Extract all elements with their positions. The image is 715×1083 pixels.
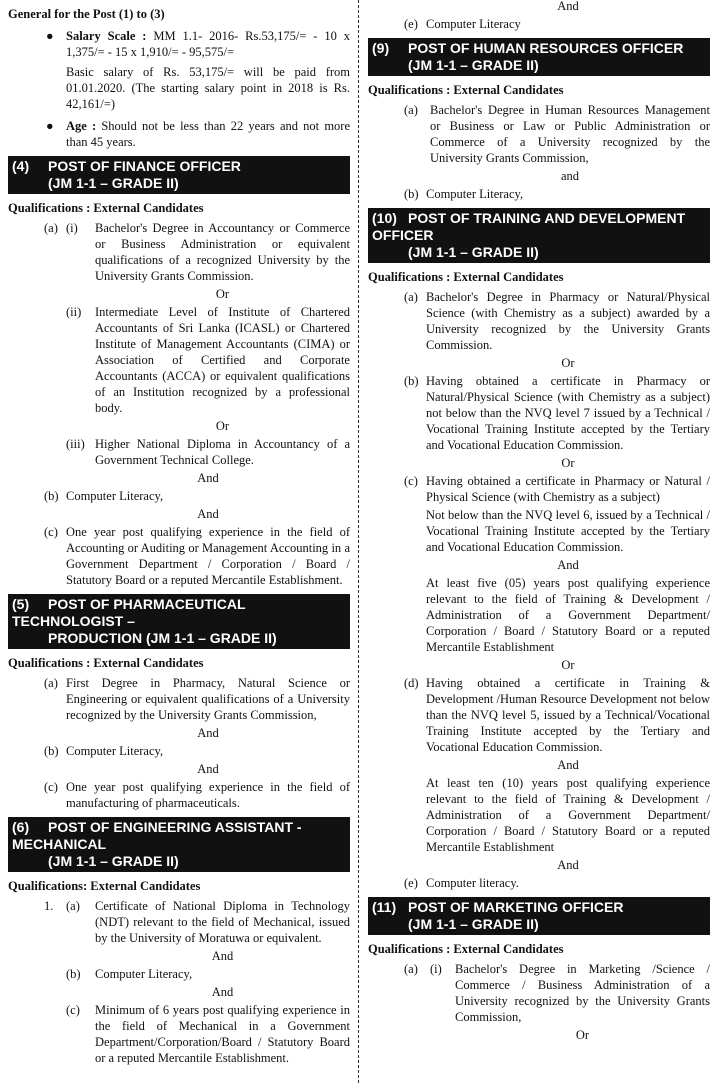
s10-item-c-experience: At least five (05) years post qualifying experience relevant to the field of Training & Development / Administration of a Government Department/ Corporation / Board / Statutory Board or a reputed Mercantile Establishment — [426, 576, 710, 654]
salary-scale: ● Salary Scale : MM 1.1- 2016- Rs.53,175/= - 10 x 1,375/= - 15 x 1,910/= - 95,575/= — [46, 29, 350, 59]
s9-item-b: (b) Computer Literacy, — [404, 187, 524, 201]
or-separator: Or — [215, 419, 230, 433]
or-separator: Or — [215, 287, 230, 301]
salary-note: Basic salary of Rs. 53,175/= will be paid from 01.01.2020. (The starting salary point in 2018 is Rs. 42,161/=) — [66, 65, 350, 111]
s6-item-a: 1. (a) Certificate of National Diploma in Technology (NDT) relevant to the field of Mechanical, issued by the University of Moratuwa or equivalent. — [44, 899, 350, 945]
and-separator: and — [560, 169, 580, 183]
and-separator: And — [197, 762, 219, 776]
general-title: General for the Post (1) to (3) — [8, 7, 165, 21]
s10-qualifications: Qualifications : External Candidates — [368, 270, 564, 284]
s11-qualifications: Qualifications : External Candidates — [368, 942, 564, 956]
s4-item-c: (c) One year post qualifying experience in the field of Accounting or Auditing or Management Accounting in a Government Department / Corporation / Board / Statutory Board or a reputed Mercantile Establishment. — [44, 525, 350, 587]
and-separator: And — [211, 985, 234, 999]
section-9-header: (9) POST OF HUMAN RESOURCES OFFICER (JM 1-1 – GRADE II) — [368, 38, 710, 76]
s11-item-a-i: (a) (i) Bachelor's Degree in Marketing /Science / Commerce / Business Administration of a University recognized by the University Grants Commission, — [404, 962, 710, 1024]
and-separator: And — [557, 0, 579, 13]
left-column — [8, 0, 350, 1068]
s10-item-d-experience: At least ten (10) years post qualifying experience relevant to the field of Training & Development / Administration of a Government Department/ Corporation / Board / Statutory Board or a reputed Mercantile Establishment — [426, 776, 710, 854]
s5-item-a: (a) First Degree in Pharmacy, Natural Science or Engineering or equivalent qualifications of a University recognized by the University Grants Commission, — [44, 676, 350, 722]
section-10-header: (10) POST OF TRAINING AND DEVELOPMENT OFFICER (JM 1-1 – GRADE II) — [368, 208, 710, 263]
and-separator: And — [557, 558, 579, 572]
bullet-icon: ● — [46, 29, 54, 43]
s10-item-d: (d) Having obtained a certificate in Training & Development /Human Resource Development not below than the NVQ level 5, issued by a Technical/Vocational Training Institute accepted by the Tertiary and Vocational Education Commission. — [404, 676, 710, 754]
prev-item-e: (e) Computer Literacy — [404, 17, 521, 31]
section-11-header: (11) POST OF MARKETING OFFICER (JM 1-1 – GRADE II) — [368, 897, 710, 935]
s5-qualifications: Qualifications : External Candidates — [8, 656, 204, 670]
and-separator: And — [197, 507, 219, 521]
bullet-icon: ● — [46, 119, 54, 133]
column-divider — [358, 0, 359, 1083]
s6-item-c: (c) Minimum of 6 years post qualifying experience in the field of Mechanical in a Government Department/Corporation/Board / Statutory Board or a reputed Mercantile Establishment. — [66, 1003, 350, 1065]
s4-item-a-i: (a) (i) Bachelor's Degree in Accountancy or Commerce or Business Administration or equivalent qualifications of a recognized University by the University Grants Commission. — [44, 221, 350, 283]
s9-qualifications: Qualifications : External Candidates — [368, 83, 564, 97]
s4-item-b: (b) Computer Literacy, — [44, 489, 164, 503]
s6-item-b: (b) Computer Literacy, — [66, 967, 193, 981]
s10-item-c-nvq: Not below than the NVQ level 6, issued by a Technical / Vocational Training Institute accepted by the Tertiary and Vocational Education Commission. — [426, 508, 710, 554]
and-separator: And — [197, 726, 219, 740]
s4-item-a-iii: (iii) Higher National Diploma in Accountancy of a Government Technical College. — [66, 437, 350, 467]
or-separator: Or — [575, 1028, 590, 1042]
s10-item-b: (b) Having obtained a certificate in Pharmacy or Natural/Physical Science (with Chemistry as a subject) not below than the NVQ level 7 issued by a Technical / Vocational Training Institute accepted by the Tertiary and Vocational Education Commission. — [404, 374, 710, 452]
and-separator: And — [211, 949, 234, 963]
s5-item-c: (c) One year post qualifying experience in the field of manufacturing of pharmaceuticals. — [44, 780, 350, 810]
or-separator: Or — [561, 456, 575, 470]
section-4-header: (4) POST OF FINANCE OFFICER (JM 1-1 – GRADE II) — [8, 156, 350, 194]
age-requirement: ● Age : Should not be less than 22 years and not more than 45 years. — [46, 119, 351, 149]
or-separator: Or — [561, 658, 575, 672]
s10-item-c: (c) Having obtained a certificate in Pharmacy or Natural / Physical Science (with Chemistry as a subject) — [404, 474, 710, 504]
s5-item-b: (b) Computer Literacy, — [44, 744, 164, 758]
right-column — [368, 0, 710, 1045]
and-separator: And — [557, 758, 579, 772]
and-separator: And — [197, 471, 219, 485]
section-5-header: (5) POST OF PHARMACEUTICAL TECHNOLOGIST – PRODUCTION (JM 1-1 – GRADE II) — [8, 594, 350, 649]
section-6-header: (6) POST OF ENGINEERING ASSISTANT - MECHANICAL (JM 1-1 – GRADE II) — [8, 817, 350, 872]
s4-qualifications: Qualifications : External Candidates — [8, 201, 204, 215]
s9-item-a: (a) Bachelor's Degree in Human Resources Management or Business or Law or Public Administration or Commerce of a University recognized by the University Grants Commission, — [404, 103, 710, 165]
and-separator: And — [557, 858, 579, 872]
s10-item-a: (a) Bachelor's Degree in Pharmacy or Natural/Physical Science (with Chemistry as a subject) awarded by a University recognized by the University Grants Commission. — [404, 290, 710, 352]
s6-qualifications: Qualifications: External Candidates — [8, 879, 201, 893]
s4-item-a-ii: (ii) Intermediate Level of Institute of Chartered Accountants of Sri Lanka (ICASL) or Chartered Institute of Management Accountants (CIMA) or Association of Certified and Corporate Accountants (ACCA) or equivalent qualifications of an Institution recognized by a professional body. — [66, 305, 350, 415]
or-separator: Or — [561, 356, 575, 370]
s10-item-e: (e) Computer literacy. — [404, 876, 519, 890]
